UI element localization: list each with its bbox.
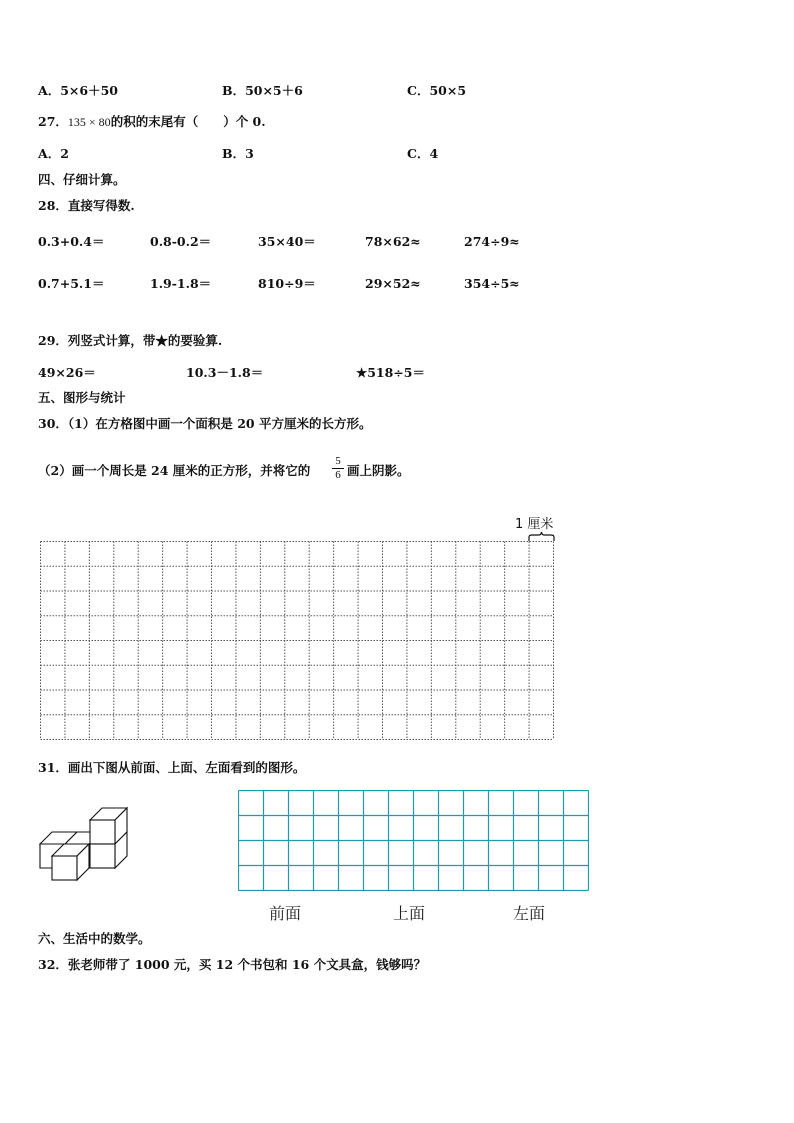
q28-r2-c5: 354÷5≈ — [464, 276, 520, 291]
q27-option-b: B．3 — [222, 146, 254, 161]
q27-text: 的积的末尾有（ ）个 0. — [110, 114, 266, 129]
q28-r2-c1: 0.7+5.1＝ — [38, 276, 105, 291]
q27-number: 27． — [38, 114, 68, 129]
scale-label: 1 厘米 — [515, 517, 554, 532]
q28-r1-c5: 274÷9≈ — [464, 234, 520, 249]
section6-title: 六、生活中的数学。 — [38, 931, 151, 946]
q28-r2-c2: 1.9-1.8＝ — [150, 276, 212, 291]
q30-part1: 30．（1）在方格图中画一个面积是 20 平方厘米的长方形。 — [38, 416, 372, 431]
view-label-front: 前面 — [269, 904, 302, 923]
q27-expression: 135 × 80 — [67, 115, 111, 129]
section5-title: 五、图形与统计 — [38, 390, 126, 405]
view-label-top: 上面 — [393, 904, 426, 923]
q26-option-a: A．5×6＋50 — [38, 83, 118, 98]
q28-r1-c2: 0.8-0.2＝ — [150, 234, 212, 249]
q27-question — [38, 115, 266, 129]
q27-option-c: C．4 — [407, 146, 439, 161]
q31-answer-grid[interactable] — [238, 790, 589, 891]
cube-stack-figure — [38, 806, 130, 882]
q29-item-3: ★518÷5＝ — [356, 365, 425, 380]
q28-r1-c1: 0.3+0.4＝ — [38, 234, 105, 249]
q27-option-a: A．2 — [38, 146, 69, 161]
q30-part2-prefix: （2）画一个周长是 24 厘米的正方形，并将它的 — [38, 463, 311, 478]
q26-option-b: B．50×5＋6 — [222, 83, 303, 98]
q26-option-c: C．50×5 — [407, 83, 467, 98]
q28-r1-c3: 35×40＝ — [258, 234, 316, 249]
blue-grid-lines — [238, 790, 589, 891]
q30-dotted-grid[interactable] — [40, 541, 554, 740]
q28-r2-c4: 29×52≈ — [365, 276, 421, 291]
q31-title: 31．画出下图从前面、上面、左面看到的图形。 — [38, 760, 306, 775]
q30-part2-suffix: 画上阴影。 — [347, 463, 410, 478]
q29-item-1: 49×26＝ — [38, 365, 96, 380]
q30-fraction — [332, 456, 344, 481]
q28-r2-c3: 810÷9＝ — [258, 276, 316, 291]
q29-title: 29．列竖式计算，带★的要验算. — [38, 333, 223, 348]
section4-title: 四、仔细计算。 — [38, 172, 126, 187]
q29-item-2: 10.3－1.8＝ — [186, 365, 264, 380]
view-label-left: 左面 — [513, 904, 546, 923]
q32-title: 32．张老师带了 1000 元，买 12 个书包和 16 个文具盒，钱够吗？ — [38, 957, 427, 972]
fraction-denominator: 6 — [335, 469, 341, 481]
q28-title: 28．直接写得数. — [38, 198, 135, 213]
q28-r1-c4: 78×62≈ — [365, 234, 421, 249]
fraction-numerator: 5 — [335, 455, 341, 467]
dotted-grid-lines — [40, 541, 554, 740]
